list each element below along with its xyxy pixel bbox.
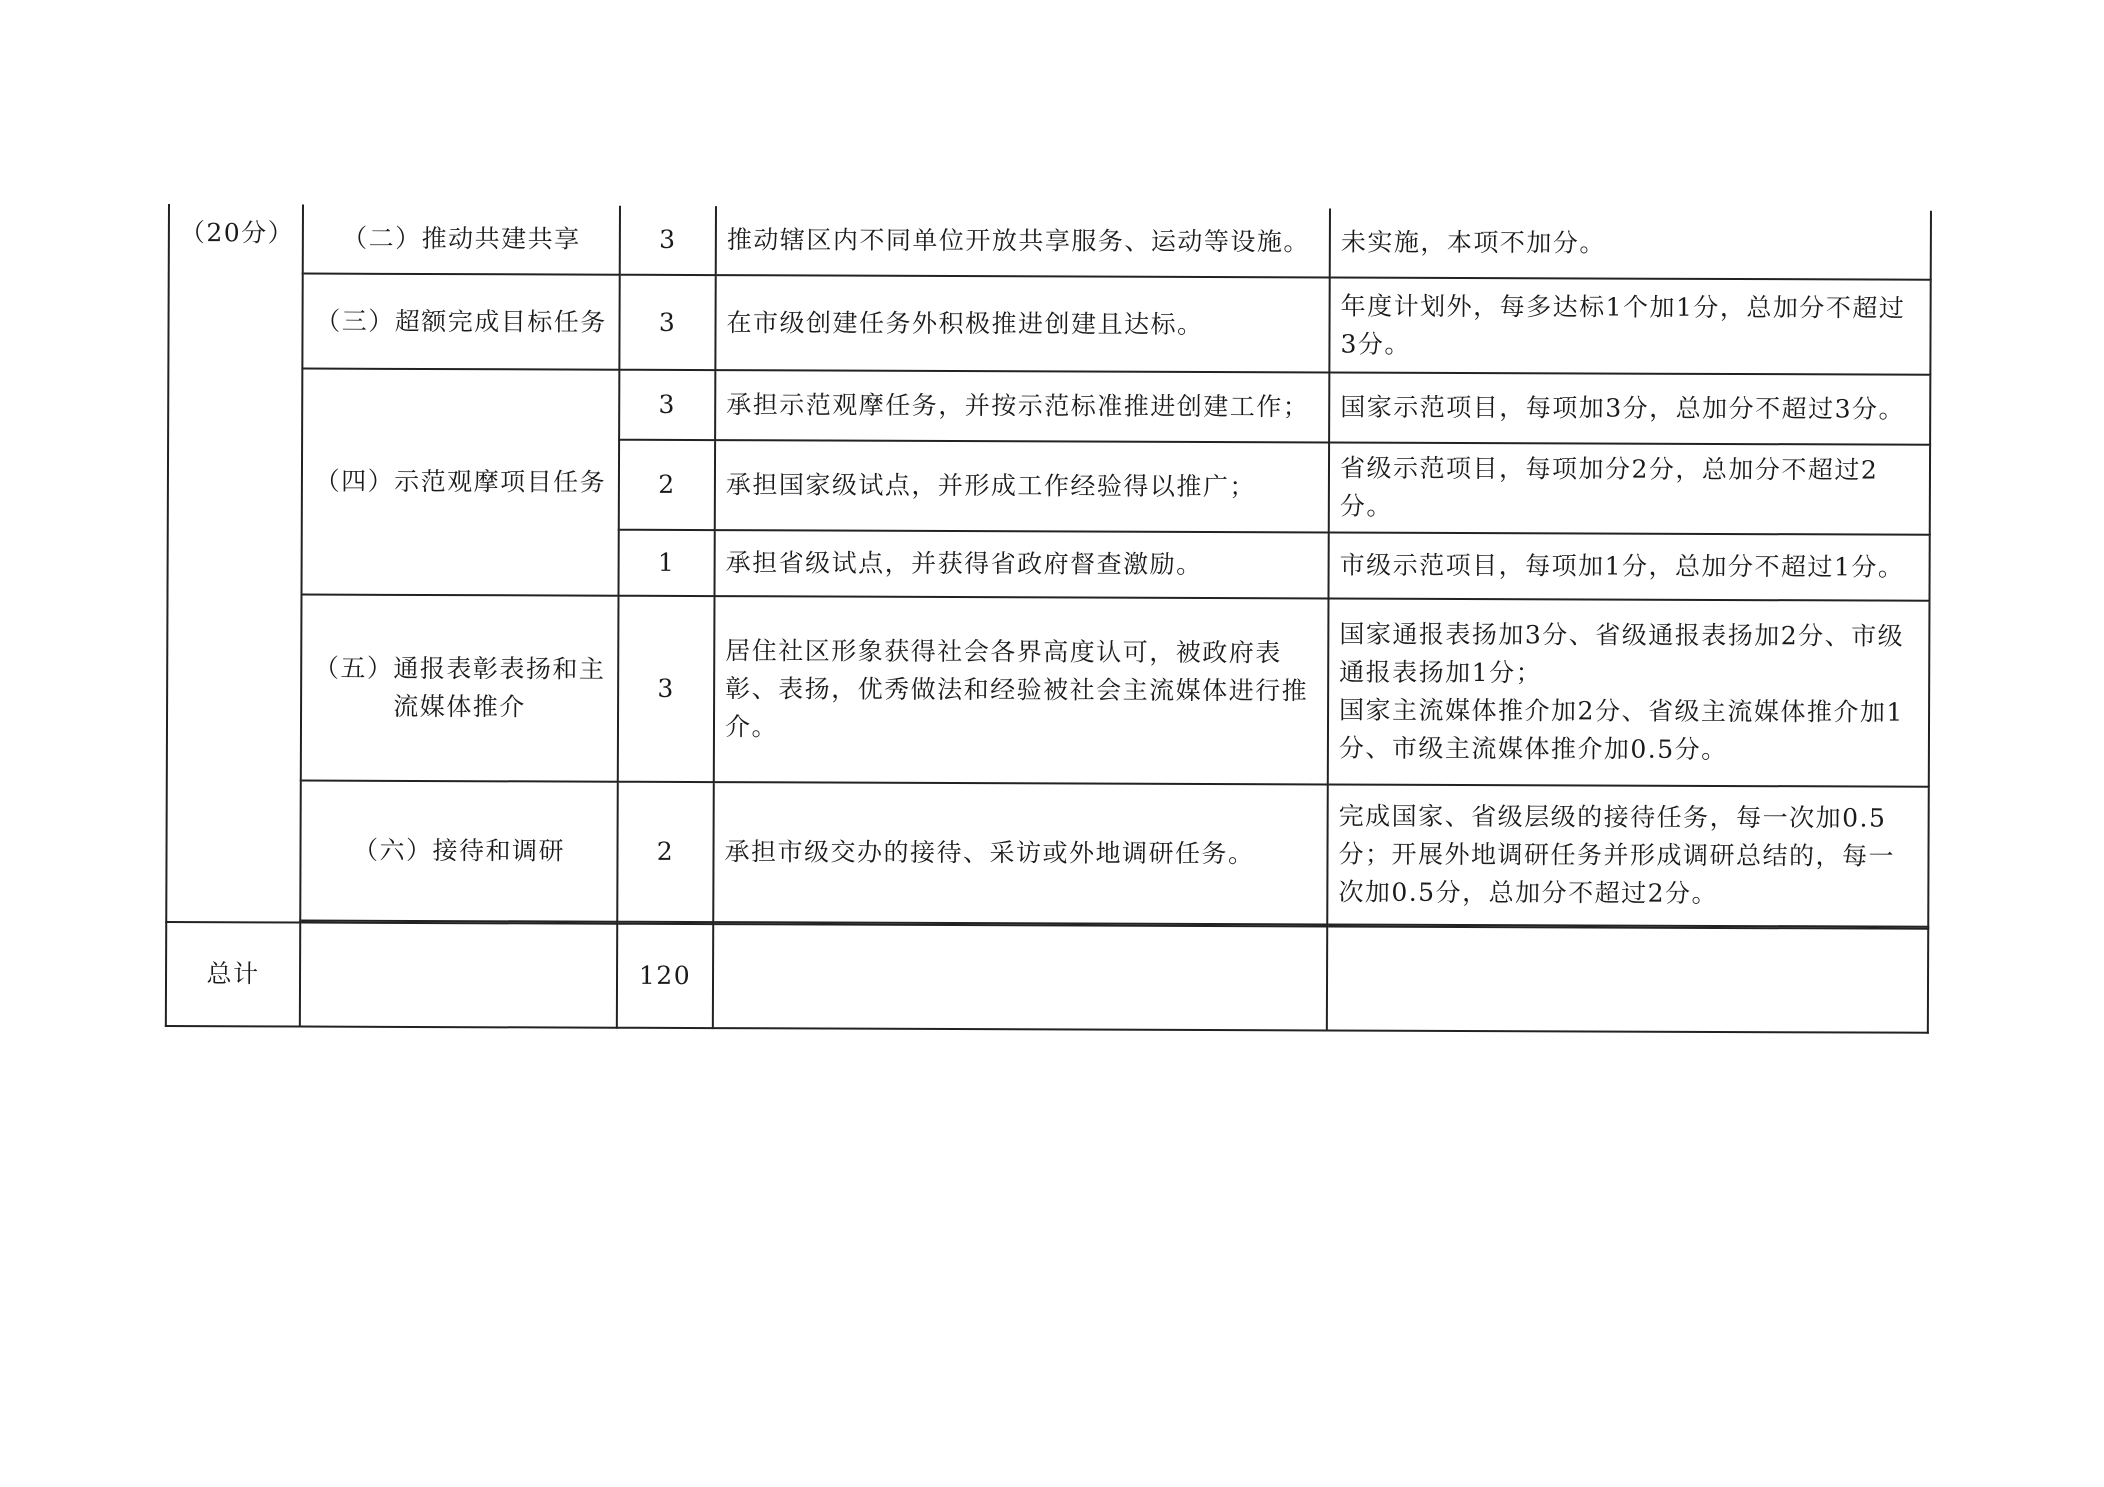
score-cell: 2 (619, 440, 715, 530)
item-cell: （四）示范观摩项目任务 (302, 369, 620, 596)
table-row (168, 273, 1930, 375)
rule-line: 国家主流媒体推介加2分、省级主流媒体推介加1分、市级主流媒体推介加0.5分。 (1338, 695, 1904, 764)
standard-cell: 推动辖区内不同单位开放共享服务、运动等设施。 (716, 206, 1330, 277)
standard-cell: 承担省级试点，并获得省政府督查激励。 (714, 530, 1328, 598)
item-cell: （二）推动共建共享 (303, 205, 620, 275)
score-cell: 3 (620, 206, 716, 275)
total-item-cell (300, 923, 617, 1028)
rule-cell (1328, 598, 1930, 786)
standard-cell: 承担国家级试点，并形成工作经验得以推广； (715, 440, 1329, 532)
rule-line: 国家通报表扬加3分、省级通报表扬加2分、市级通报表扬加1分； (1339, 619, 1905, 688)
score-cell: 3 (618, 596, 715, 782)
rule-cell: 未实施，本项不加分。 (1330, 208, 1931, 279)
total-score: 120 (617, 924, 713, 1028)
standard-cell: 承担市级交办的接待、采访或外地调研任务。 (713, 782, 1328, 924)
item-cell: （五）通报表彰表扬和主流媒体推介 (301, 595, 619, 782)
table-row (169, 204, 1931, 280)
rule-cell: 完成国家、省级层级的接待任务，每一次加0.5分；开展外地调研任务并形成调研总结的，每一次加0.5分，总加分不超过2分。 (1327, 784, 1929, 926)
item-cell: （六）接待和调研 (300, 781, 618, 922)
rule-cell: 年度计划外，每多达标1个加1分，总加分不超过3分。 (1329, 277, 1930, 374)
score-cell: 2 (617, 782, 714, 922)
total-standard-cell (713, 924, 1327, 1030)
standard-cell: 在市级创建任务外积极推进创建且达标。 (715, 275, 1329, 372)
score-cell: 3 (619, 370, 715, 440)
total-label: 总计 (166, 922, 300, 1027)
category-cell: （20分） (166, 204, 303, 923)
rule-cell: 省级示范项目，每项加分2分，总加分不超过2分。 (1329, 442, 1930, 534)
table-row (166, 780, 1929, 927)
rule-cell: 国家示范项目，每项加3分，总加分不超过3分。 (1329, 372, 1930, 444)
total-row (166, 922, 1928, 1033)
score-cell: 3 (619, 275, 715, 370)
table-row (167, 594, 1930, 787)
table-row (168, 368, 1930, 445)
standard-cell: 承担示范观摩任务，并按示范标准推进创建工作； (715, 370, 1329, 442)
rule-cell: 市级示范项目，每项加1分，总加分不超过1分。 (1328, 532, 1929, 600)
total-rule-cell (1327, 926, 1928, 1032)
scoring-table (165, 204, 1932, 1034)
score-cell: 1 (618, 530, 714, 596)
standard-cell: 居住社区形象获得社会各界高度认可，被政府表彰、表扬，优秀做法和经验被社会主流媒体进行推介。 (714, 596, 1329, 784)
item-cell: （三）超额完成目标任务 (302, 274, 619, 370)
